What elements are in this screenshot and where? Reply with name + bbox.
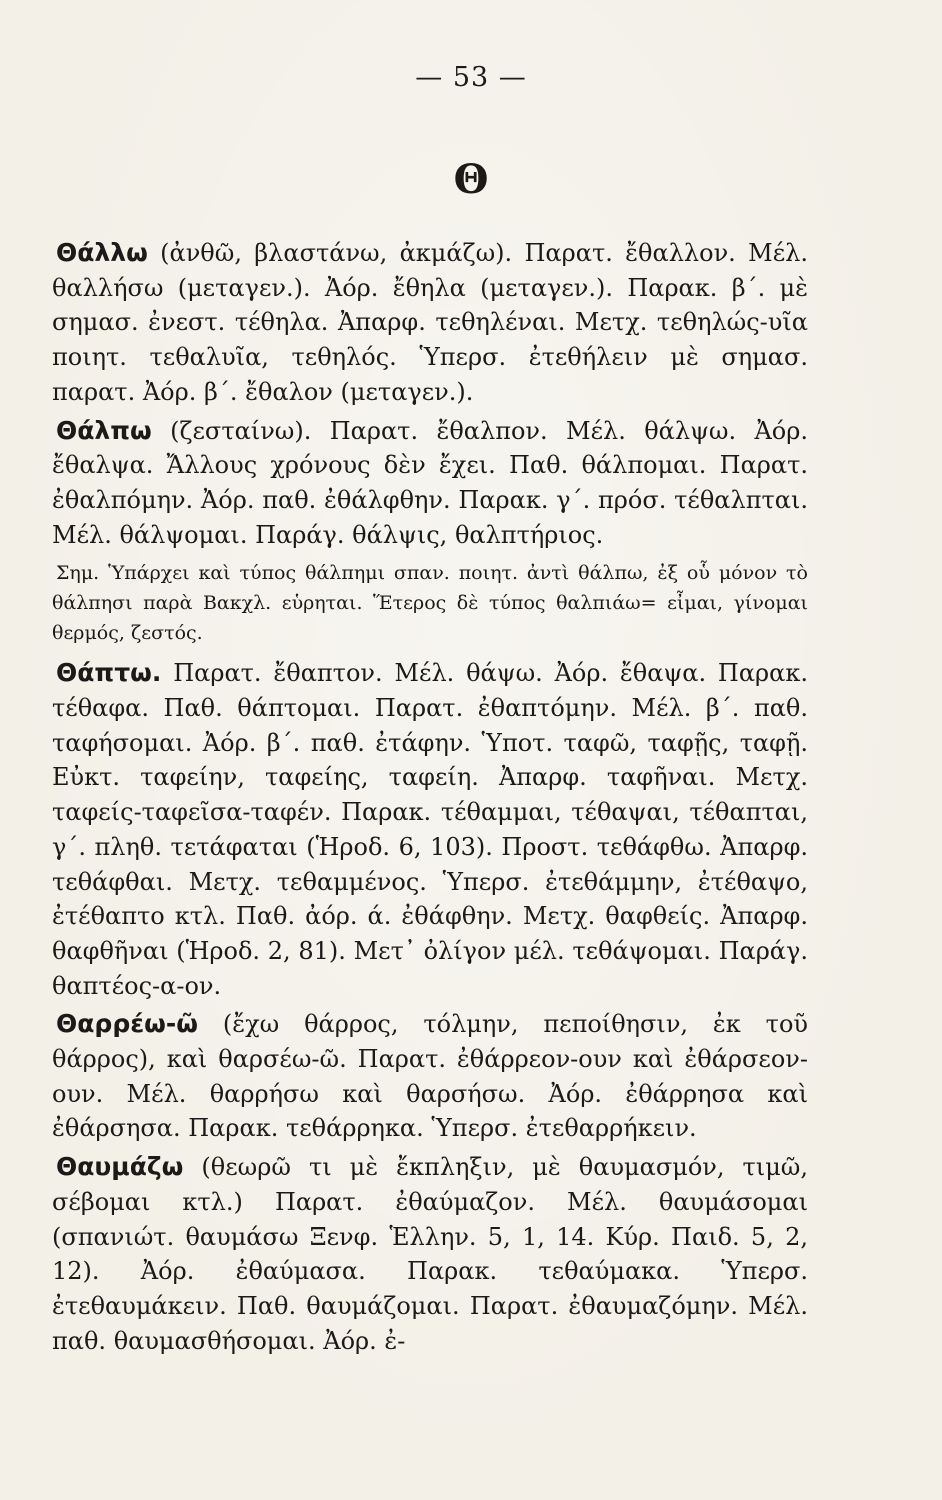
entry-note: Σημ. Ὑπάρχει καὶ τύπος θάλπημι σπαν. ποιητ. ἀντὶ θάλπω, ἐξ οὗ μόνον τὸ θάλπησι παρὰ Βακχλ. εὑρηται. Ἕτερος δὲ τύπος θαλπιάω= εἶμαι, γίνομαι θερμός, ζεστός. bbox=[52, 562, 808, 645]
entry-headword: Θαυμάζω bbox=[56, 1152, 184, 1182]
entry-body: Παρατ. ἔθαπτον. Μέλ. θάψω. Ἀόρ. ἔθαψα. Παρακ. τέθαφα. Παθ. θάπτομαι. Παρατ. ἐθαπτόμην. Μέλ. β΄. παθ. ταφήσομαι. Ἀόρ. β΄. παθ. ἐτάφην. Ὑποτ. ταφῶ, ταφῇς, ταφῇ. Εὐκτ. ταφείην, ταφείης, ταφείη. Ἀπαρφ. ταφῆναι. Μετχ. ταφείς-ταφεῖσα-ταφέν. Παρακ. τέθαμμαι, τέθαψαι, τέθαπται, γ΄. πληθ. τετάφαται (Ἡροδ. 6, 103). Προστ. τεθάφθω. Ἀπαρφ. τεθάφθαι. Μετχ. τεθαμμένος. Ὑπερσ. ἐτεθάμμην, ἐτέθαψο, ἐτέθαπτο κτλ. Παθ. ἀόρ. ά. ἐθάφθην. Μετχ. θαφθείς. Ἀπαρφ. θαφθῆναι (Ἡροδ. 2, 81). Μετ᾽ ὀλίγον μέλ. τεθάψομαι. Παράγ. θαπτέος-α-ον. bbox=[52, 659, 808, 1000]
dictionary-entry bbox=[52, 414, 808, 553]
entry-body: (ἀνθῶ, βλαστάνω, ἀκμάζω). Παρατ. ἔθαλλον. Μέλ. θαλλήσω (μεταγεν.). Ἀόρ. ἔθηλα (μεταγεν.). Παρακ. β΄. μὲ σημασ. ἐνεστ. τέθηλα. Ἀπαρφ. τεθηλέναι. Μετχ. τεθηλώς-υῖα ποιητ. τεθαλυῖα, τεθηλός. Ὑπερσ. ἐτεθήλειν μὲ σημασ. παρατ. Ἀόρ. β΄. ἔθαλον (μεταγεν.). bbox=[52, 239, 808, 406]
dictionary-entry bbox=[52, 656, 808, 1003]
entry-headword: Θαρρέω-ῶ bbox=[56, 1009, 198, 1039]
entry-body: (θεωρῶ τι μὲ ἔκπληξιν, μὲ θαυμασμόν, τιμῶ, σέβομαι κτλ.) Παρατ. ἐθαύμαζον. Μέλ. θαυμάσομαι (σπανιώτ. θαυμάσω Ξενφ. Ἑλλην. 5, 1, 14. Κύρ. Παιδ. 5, 2, 12). Ἀόρ. ἐθαύμασα. Παρακ. τεθαύμακα. Ὑπερσ. ἐτεθαυμάκειν. Παθ. θαυμάζομαι. Παρατ. ἐθαυμαζόμην. Μέλ. παθ. θαυμασθήσομαι. Ἀόρ. ἐ- bbox=[52, 1153, 808, 1355]
dictionary-entry bbox=[52, 1007, 808, 1146]
dictionary-entry bbox=[52, 1150, 808, 1358]
entry-headword: Θάπτω. bbox=[56, 658, 162, 688]
page-number: — 53 — bbox=[415, 62, 527, 93]
entry-body: (ζεσταίνω). Παρατ. ἔθαλπον. Μέλ. θάλψω. Ἀόρ. ἔθαλψα. Ἄλλους χρόνους δὲν ἔχει. Παθ. θάλπομαι. Παρατ. ἐθαλπόμην. Ἀόρ. παθ. ἐθάλφθην. Παρακ. γ΄. πρόσ. τέθαλπται. Μέλ. θάλψομαι. Παράγ. θάλψις, θαλπτήριος. bbox=[52, 416, 808, 549]
section-letter: Θ bbox=[453, 156, 489, 203]
entry-headword: Θάλπω bbox=[56, 415, 152, 445]
dictionary-content bbox=[52, 236, 808, 1362]
entry-headword: Θάλλω bbox=[56, 238, 148, 267]
dictionary-entry bbox=[52, 236, 808, 410]
entry-body: (ἔχω θάρρος, τόλμην, πεποίθησιν, ἐκ τοῦ θάρρος), καὶ θαρσέω-ῶ. Παρατ. ἐθάρρεον-ουν καὶ ἐθάρσεον-ουν. Μέλ. θαρρήσω καὶ θαρσήσω. Ἀόρ. ἐθάρρησα καὶ ἐθάρσησα. Παρακ. τεθάρρηκα. Ὑπερσ. ἐτεθαρρήκειν. bbox=[52, 1010, 808, 1143]
